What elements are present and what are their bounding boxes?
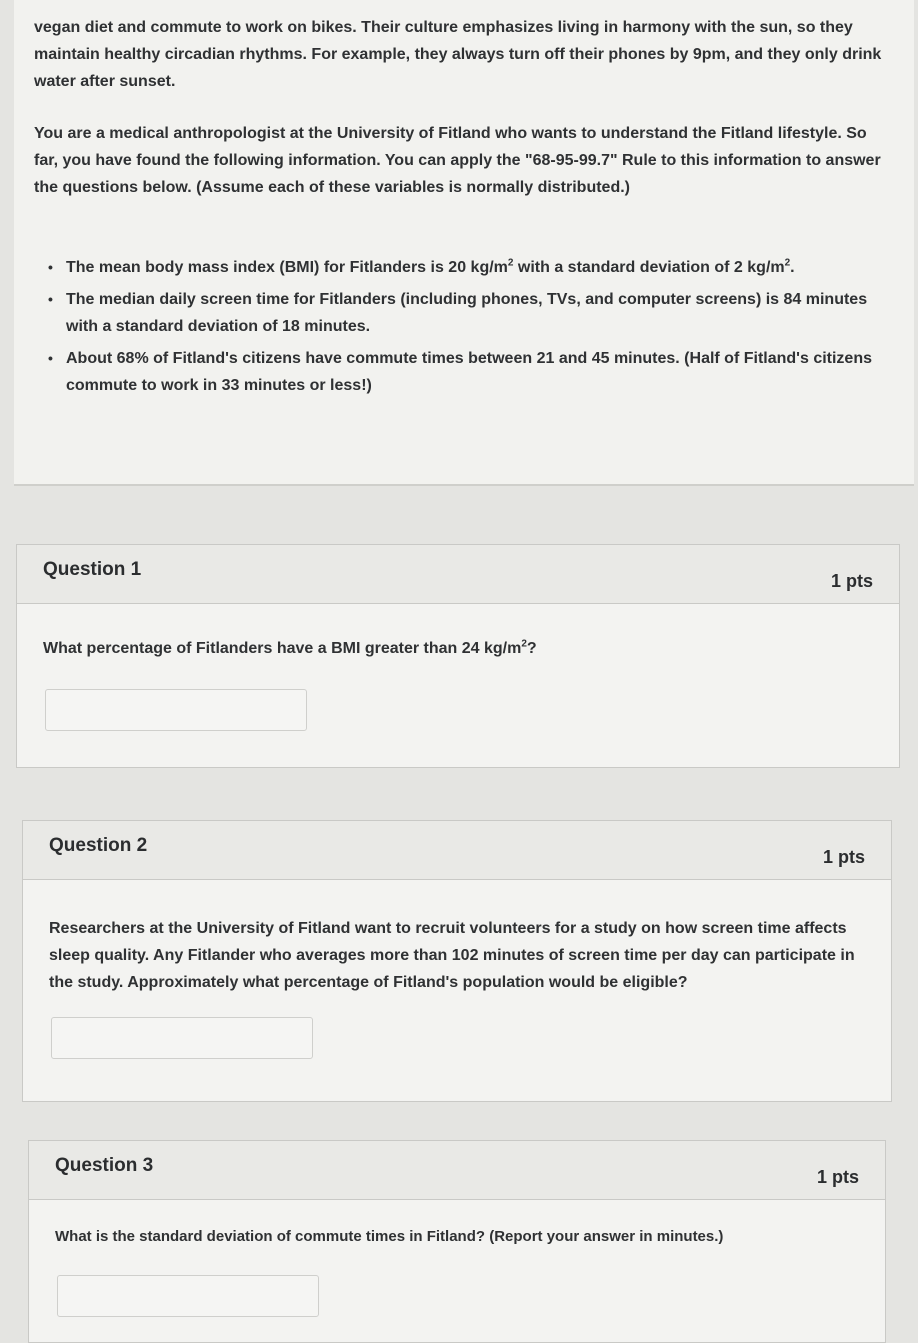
fact-commute: • About 68% of Fitland's citizens have commute times between 21 and 45 minutes. (Half of Fitland's citizens commute to work in 33 minutes or less!) (52, 345, 882, 399)
bullet-icon: • (48, 291, 53, 307)
question-1-header (17, 545, 899, 604)
fact-bmi: • The mean body mass index (BMI) for Fitlanders is 20 $kg/m^2$ with a standard deviation of 2 $kg/m^2$. (52, 254, 882, 281)
question-1-points: 1 pts (830, 571, 873, 591)
intro-paragraph-1: vegan diet and commute to work on bikes. Their culture emphasizes living in harmony with the sun, so they maintain healthy circadian rhythms. For example, they always turn off their phones by 9pm, and they only drink water after sunset. (34, 19, 882, 90)
question-3-text: What is the standard deviation of commute times in Fitland? (Report your answer in minutes.) (55, 1228, 724, 1245)
question-3-title: Question 3 (55, 1155, 154, 1176)
question-2-header (23, 821, 891, 880)
question-3-points: 1 pts (816, 1167, 859, 1187)
question-1-flag-icon[interactable] (0, 556, 10, 572)
question-2-title: Question 2 (49, 835, 148, 856)
question-3-header (29, 1141, 885, 1200)
question-1-card (16, 544, 900, 768)
intro-card (14, 0, 914, 486)
question-3-answer-input[interactable] (57, 1275, 319, 1317)
question-3-flag-icon[interactable] (0, 1150, 10, 1166)
question-1-text: What percentage of Fitlanders have a BMI greater than 24 $kg/m^2$? (43, 638, 537, 657)
question-2-flag-icon[interactable] (0, 832, 10, 848)
question-1-title: Question 1 (43, 559, 142, 580)
fact-screen-time: • The median daily screen time for Fitlanders (including phones, TVs, and computer screens) is 84 minutes with a standard deviation of 18 minutes. (52, 286, 882, 340)
question-2-answer-input[interactable] (51, 1017, 313, 1059)
question-3-card (28, 1140, 886, 1343)
facts-list (48, 254, 882, 404)
question-2-points: 1 pts (822, 847, 865, 867)
bullet-icon: • (48, 350, 53, 366)
question-2-text: Researchers at the University of Fitland want to recruit volunteers for a study on how screen time affects sleep quality. Any Fitlander who averages more than 102 minutes of screen time per day can participate in the study. Approximately what percentage of Fitland's population would be eligible? (49, 920, 855, 991)
intro-paragraph-2: You are a medical anthropologist at the University of Fitland who wants to understand the Fitland lifestyle. So far, you have found the following information. You can apply the "68-95-99.7" Rule to this information to answer the questions below. (Assume each of these variables is normally distributed.) (34, 125, 881, 196)
bullet-icon: • (48, 259, 53, 275)
question-2-card (22, 820, 892, 1102)
question-1-answer-input[interactable] (45, 689, 307, 731)
